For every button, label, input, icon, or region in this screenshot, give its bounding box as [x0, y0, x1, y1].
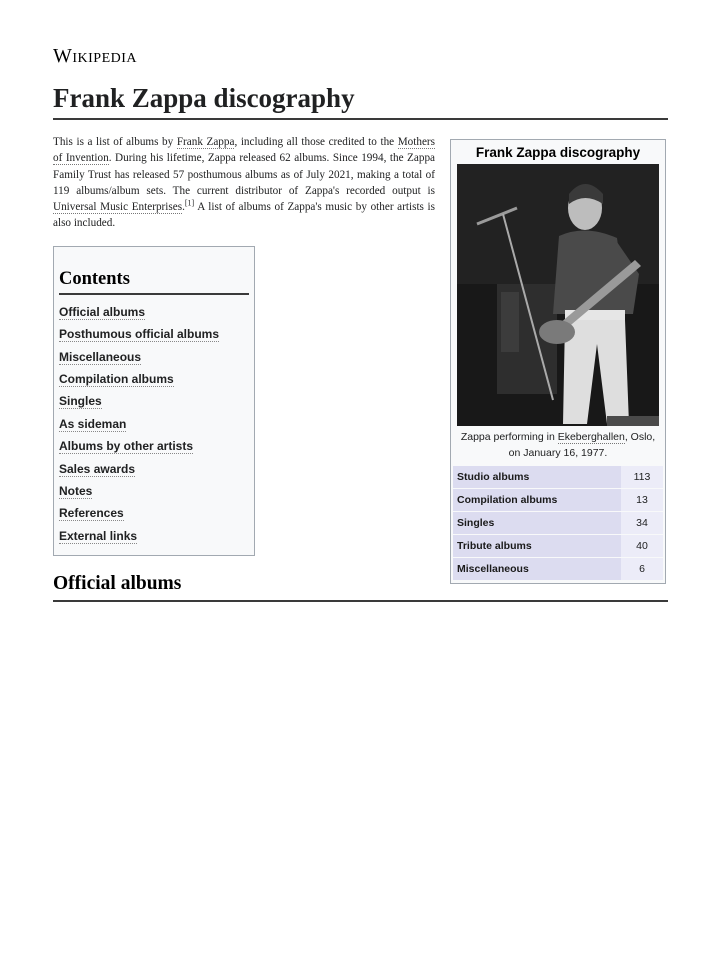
toc-item[interactable]: Posthumous official albums	[59, 327, 220, 342]
stat-label[interactable]: Singles	[453, 512, 621, 534]
wikipedia-wordmark[interactable]: Wikipedia	[53, 45, 138, 67]
infobox	[450, 139, 666, 584]
toc-item[interactable]: Miscellaneous	[59, 349, 142, 364]
toc-item[interactable]: Notes	[59, 483, 93, 498]
table-row	[453, 512, 663, 534]
intro-text-2: , including all those credited to the	[234, 136, 398, 148]
toc-item[interactable]: Sales awards	[59, 461, 136, 476]
performer-photo-illustration	[457, 164, 659, 426]
intro-text-1: This is a list of albums by	[53, 136, 177, 148]
stat-value[interactable]: 13	[621, 489, 663, 511]
stat-label[interactable]: Miscellaneous	[453, 558, 621, 580]
toc-list	[59, 301, 249, 547]
intro-text-5: A list of albums of Zappa's music by other artists is also included.	[53, 201, 435, 230]
toc-item[interactable]: Singles	[59, 394, 102, 409]
intro-text-4: .	[182, 201, 185, 214]
toc-item[interactable]: External links	[59, 528, 138, 543]
toc-item[interactable]: As sideman	[59, 416, 127, 431]
photo-caption: Zappa performing in Ekeberghallen, Oslo, on January 16, 1977.	[460, 431, 656, 459]
intro-text-3: . During his lifetime, Zappa released 62 albums. Since 1994, the Zappa Family Trust has released 57 posthumous albums as of July 2021, making a total of 119 albums/album sets. The current distributor of Zappa's recorded output is	[53, 152, 435, 197]
page-title: Frank Zappa discography	[53, 82, 668, 120]
stat-value[interactable]: 40	[621, 535, 663, 557]
stat-value[interactable]: 113	[621, 466, 663, 488]
table-row	[453, 535, 663, 557]
article	[53, 44, 668, 602]
toc-item[interactable]: Compilation albums	[59, 371, 174, 386]
table-row	[453, 466, 663, 488]
toc-item[interactable]: Official albums	[59, 304, 146, 319]
section-heading-official-albums: Official albums	[53, 571, 668, 602]
mothers-of-invention-link[interactable]: Mothers of Invention	[53, 136, 435, 165]
stat-label[interactable]: Studio albums	[453, 466, 621, 488]
table-of-contents	[53, 246, 255, 556]
infobox-title: Frank Zappa discography	[475, 145, 641, 160]
intro-paragraph	[53, 134, 435, 232]
table-row	[453, 558, 663, 580]
stat-label[interactable]: Compilation albums	[453, 489, 621, 511]
toc-item[interactable]: References	[59, 506, 124, 521]
table-row	[453, 489, 663, 511]
ekeberghallen-link[interactable]: Ekeberghallen	[557, 431, 625, 443]
performer-photo[interactable]	[457, 164, 659, 426]
stats-table	[453, 465, 663, 581]
stat-value[interactable]: 34	[621, 512, 663, 534]
article-body	[53, 134, 668, 602]
universal-music-link[interactable]: Universal Music Enterprises	[53, 201, 183, 214]
toc-title: Contents	[59, 269, 249, 295]
stat-label[interactable]: Tribute albums	[453, 535, 621, 557]
frank-zappa-link[interactable]: Frank Zappa	[176, 136, 235, 148]
reference-1-link[interactable]: [1]	[184, 198, 195, 208]
stat-value[interactable]: 6	[621, 558, 663, 580]
toc-item[interactable]: Albums by other artists	[59, 439, 194, 454]
